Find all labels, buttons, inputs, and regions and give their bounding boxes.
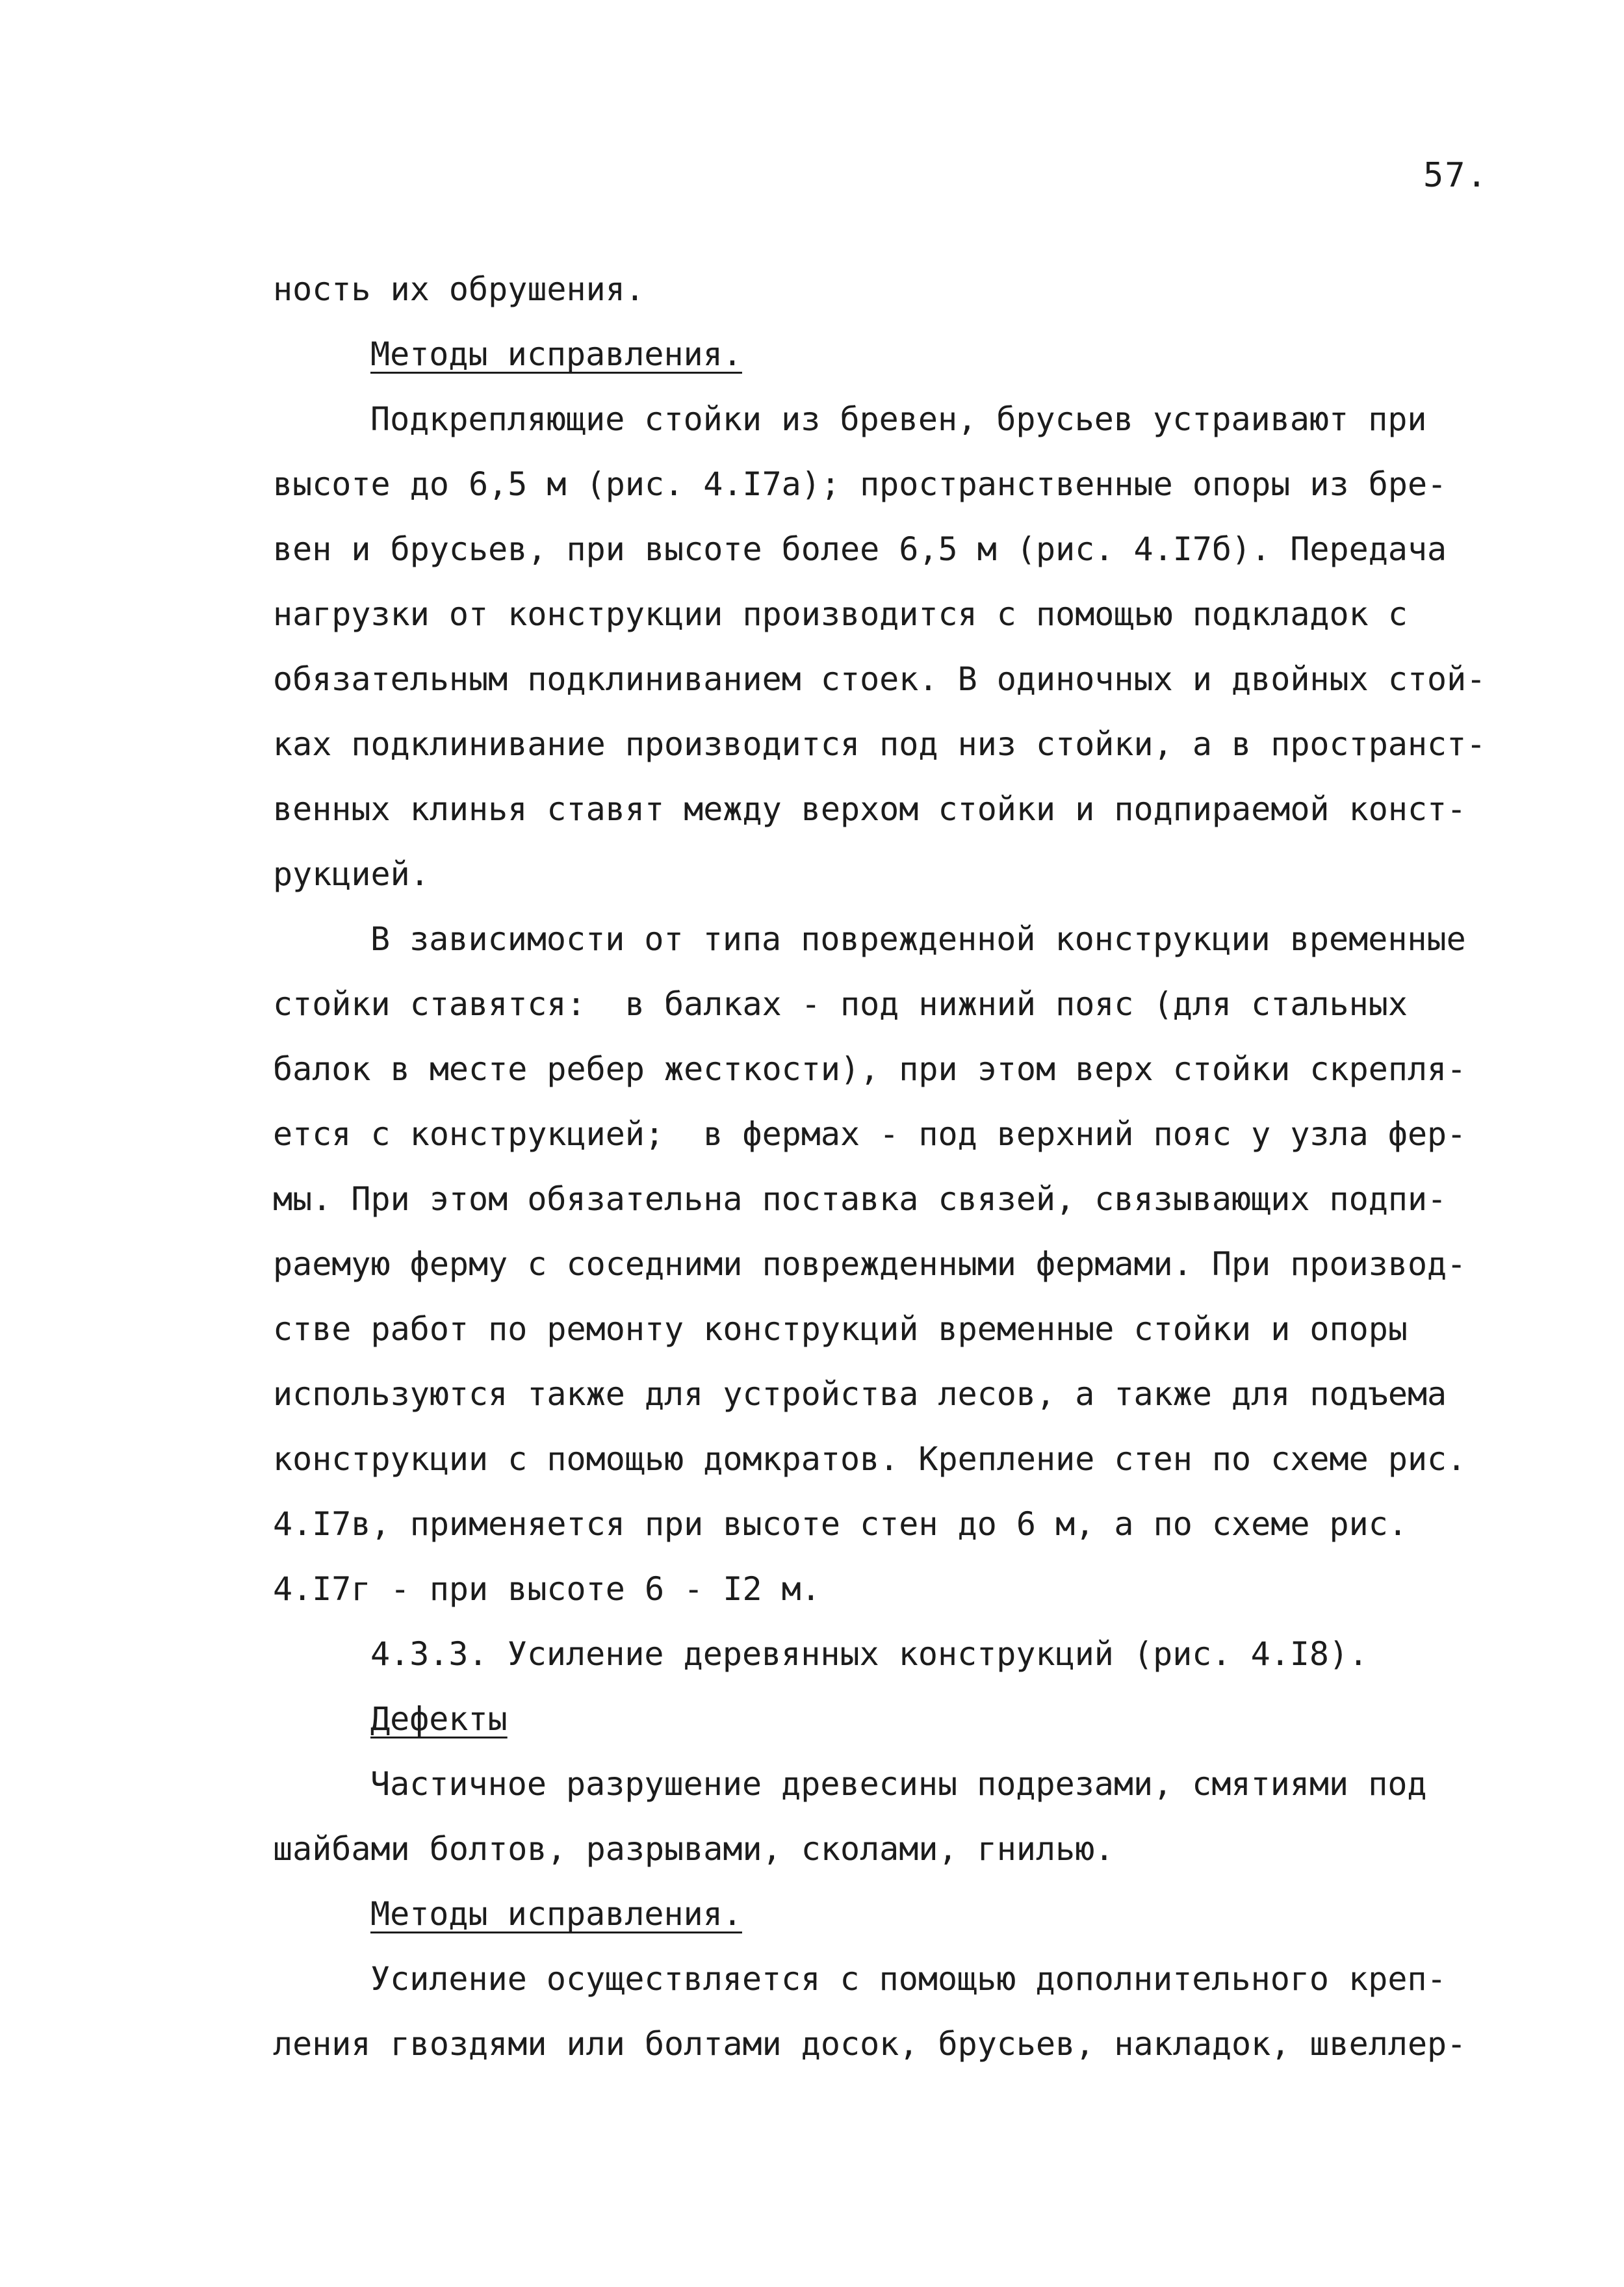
text-line: балок в месте ребер жесткости), при этом верх стойки скрепля- xyxy=(273,1050,1467,1088)
text-line: высоте до 6,5 м (рис. 4.I7а); пространственные опоры из бре- xyxy=(273,465,1447,503)
page-number: 57. xyxy=(1423,156,1488,195)
text-line: рукцией. xyxy=(273,855,430,893)
text-line: стве работ по ремонту конструкций временные стойки и опоры xyxy=(273,1310,1408,1348)
text-line: раемую ферму с соседними поврежденными фермами. При производ- xyxy=(273,1245,1467,1283)
section-heading-defects: Дефекты xyxy=(370,1700,508,1738)
text-line: Частичное разрушение древесины подрезами, смятиями под xyxy=(370,1765,1427,1803)
text-line: конструкции с помощью домкратов. Крепление стен по схеме рис. xyxy=(273,1440,1467,1478)
text-line: мы. При этом обязательна поставка связей, связывающих подпи- xyxy=(273,1180,1447,1218)
text-line: ках подклинивание производится под низ стойки, а в пространст- xyxy=(273,725,1486,763)
text-line: обязательным подклиниванием стоек. В одиночных и двойных стой- xyxy=(273,660,1486,698)
section-title: 4.3.3. Усиление деревянных конструкций (рис. 4.I8). xyxy=(370,1635,1369,1673)
text-line: ность их обрушения. xyxy=(273,270,645,308)
section-heading-methods: Методы исправления. xyxy=(370,335,742,373)
text-line: В зависимости от типа поврежденной конструкции временные xyxy=(370,920,1466,958)
text-line: ления гвоздями или болтами досок, брусьев, накладок, швеллер- xyxy=(273,2025,1467,2063)
text-line: 4.I7г - при высоте 6 - I2 м. xyxy=(273,1570,821,1608)
text-line: стойки ставятся: в балках - под нижний пояс (для стальных xyxy=(273,985,1408,1023)
text-line: нагрузки от конструкции производится с помощью подкладок с xyxy=(273,595,1408,633)
section-heading-methods: Методы исправления. xyxy=(370,1895,742,1933)
text-line: Усиление осуществляется с помощью дополнительного креп- xyxy=(370,1960,1447,1998)
text-line: используются также для устройства лесов, а также для подъема xyxy=(273,1375,1447,1413)
text-line: ется с конструкцией; в фермах - под верхний пояс у узла фер- xyxy=(273,1115,1467,1153)
text-line: 4.I7в, применяется при высоте стен до 6 м, а по схеме рис. xyxy=(273,1505,1408,1543)
text-line: Подкрепляющие стойки из бревен, брусьев устраивают при xyxy=(370,400,1427,438)
text-line: вен и брусьев, при высоте более 6,5 м (рис. 4.I7б). Передача xyxy=(273,530,1447,568)
text-line: венных клинья ставят между верхом стойки и подпираемой конст- xyxy=(273,790,1467,828)
text-line: шайбами болтов, разрывами, сколами, гнилью. xyxy=(273,1830,1115,1868)
